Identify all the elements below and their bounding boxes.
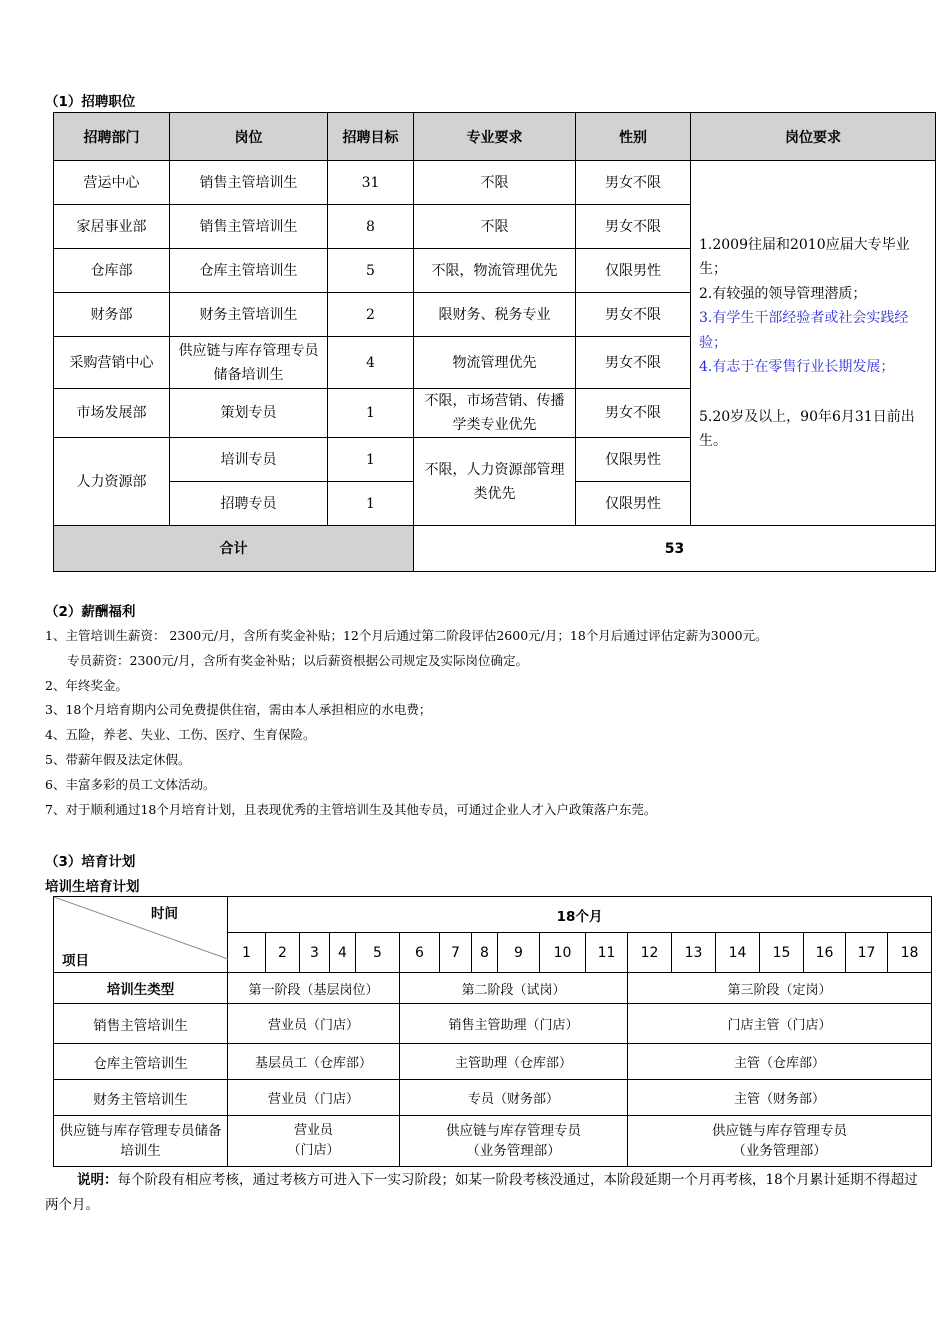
plan-stage-1-line1: 营业员 <box>293 1123 333 1138</box>
stage-3: 第三阶段（定岗） <box>628 973 932 1004</box>
cell-target: 1 <box>328 438 414 482</box>
month-cell: 3 <box>300 933 330 973</box>
cell-gender: 男女不限 <box>576 293 691 337</box>
plan-stage-3 <box>628 1116 932 1167</box>
plan-stage-2: 专员（财务部） <box>400 1080 628 1116</box>
month-cell: 13 <box>672 933 716 973</box>
cell-gender: 仅限男性 <box>576 482 691 526</box>
cell-gender: 男女不限 <box>576 337 691 389</box>
month-cell: 9 <box>498 933 540 973</box>
cell-dept: 家居事业部 <box>54 205 170 249</box>
header-requirements: 岗位要求 <box>691 113 936 161</box>
section1-title: （1）招聘职位 <box>45 94 136 110</box>
plan-row <box>54 1004 932 1044</box>
plan-stage-2-line2: （业务管理部） <box>466 1143 561 1159</box>
note-text: 每个阶段有相应考核，通过考核方可进入下一实习阶段；如某一阶段考核没通过，本阶段延期一个月再考核，18个月累计延期不得超过两个月。 <box>45 1172 918 1213</box>
cell-position: 仓库主管培训生 <box>170 249 328 293</box>
header-major: 专业要求 <box>414 113 576 161</box>
benefits-list <box>45 624 935 822</box>
cell-dept: 营运中心 <box>54 161 170 205</box>
month-cell: 16 <box>804 933 846 973</box>
plan-stage-1-line2: （门店） <box>287 1143 340 1158</box>
cell-target: 1 <box>328 389 414 438</box>
cell-gender: 男女不限 <box>576 205 691 249</box>
table-row <box>54 161 936 205</box>
cell-major: 不限，市场营销、传播学类专业优先 <box>414 389 576 438</box>
cell-dept: 人力资源部 <box>54 438 170 526</box>
cell-position: 招聘专员 <box>170 482 328 526</box>
plan-row <box>54 1044 932 1080</box>
plan-row <box>54 1080 932 1116</box>
plan-stage-3: 主管（仓库部） <box>628 1044 932 1080</box>
cell-target: 8 <box>328 205 414 249</box>
month-cell: 8 <box>472 933 498 973</box>
requirement-3: 3.有学生干部经验者或社会实践经验； <box>699 310 909 351</box>
plan-stage-3-line2: （业务管理部） <box>732 1143 827 1159</box>
cell-position: 培训专员 <box>170 438 328 482</box>
plan-type: 供应链与库存管理专员储备培训生 <box>54 1116 228 1167</box>
plan-stage-2: 主管助理（仓库部） <box>400 1044 628 1080</box>
cell-position: 供应链与库存管理专员储备培训生 <box>170 337 328 389</box>
corner-time-label: 时间 <box>151 906 178 922</box>
cell-position: 销售主管培训生 <box>170 205 328 249</box>
benefit-item: 6、丰富多彩的员工文体活动。 <box>45 776 216 792</box>
section3-subtitle: 培训生培育计划 <box>45 879 140 895</box>
cell-gender: 男女不限 <box>576 389 691 438</box>
corner-header-cell <box>54 897 228 973</box>
requirement-2: 2.有较强的领导管理潜质； <box>699 285 867 302</box>
plan-stage-1 <box>228 1116 400 1167</box>
benefit-item: 专员薪资：2300元/月，含所有奖金补贴；以后薪资根据公司规定及实际岗位确定。 <box>67 652 529 668</box>
month-cell: 14 <box>716 933 760 973</box>
benefit-item: 1、主管培训生薪资： 2300元/月，含所有奖金补贴；12个月后通过第二阶段评估2600元/月；18个月后通过评估定薪为3000元。 <box>45 628 768 643</box>
cell-major: 不限 <box>414 161 576 205</box>
cell-gender: 男女不限 <box>576 161 691 205</box>
benefit-item: 2、年终奖金。 <box>45 677 128 693</box>
requirement-spacer <box>699 380 925 405</box>
cell-target: 1 <box>328 482 414 526</box>
recruitment-table <box>53 112 936 572</box>
month-cell: 1 <box>228 933 266 973</box>
cell-major: 不限 <box>414 205 576 249</box>
stage-2: 第二阶段（试岗） <box>400 973 628 1004</box>
header-position: 岗位 <box>170 113 328 161</box>
month-cell: 7 <box>440 933 472 973</box>
benefit-item: 4、五险，养老、失业、工伤、医疗、生育保险。 <box>45 727 316 743</box>
cell-gender: 仅限男性 <box>576 438 691 482</box>
plan-type: 销售主管培训生 <box>54 1004 228 1044</box>
cell-target: 5 <box>328 249 414 293</box>
cell-gender: 仅限男性 <box>576 249 691 293</box>
plan-stage-1: 营业员（门店） <box>228 1004 400 1044</box>
cell-dept: 市场发展部 <box>54 389 170 438</box>
requirement-5: 5.20岁及以上，90年6月31日前出生。 <box>699 408 915 449</box>
plan-stage-2 <box>400 1116 628 1167</box>
cell-major: 不限，人力资源部管理类优先 <box>414 438 576 526</box>
month-cell: 18 <box>888 933 932 973</box>
cell-major: 限财务、税务专业 <box>414 293 576 337</box>
benefit-item: 5、带薪年假及法定休假。 <box>45 751 191 767</box>
header-dept: 招聘部门 <box>54 113 170 161</box>
plan-stage-2: 销售主管助理（门店） <box>400 1004 628 1044</box>
cell-dept: 财务部 <box>54 293 170 337</box>
corner-item-label: 项目 <box>62 953 89 969</box>
stage-1: 第一阶段（基层岗位） <box>228 973 400 1004</box>
total-row <box>54 526 936 572</box>
plan-stage-1: 营业员（门店） <box>228 1080 400 1116</box>
month-cell: 4 <box>330 933 356 973</box>
plan-stage-3: 主管（财务部） <box>628 1080 932 1116</box>
requirement-1: 1.2009往届和2010应届大专毕业生； <box>699 236 910 277</box>
cell-dept: 仓库部 <box>54 249 170 293</box>
requirement-4: 4.有志于在零售行业长期发展； <box>699 359 895 375</box>
plan-type: 仓库主管培训生 <box>54 1044 228 1080</box>
header-target: 招聘目标 <box>328 113 414 161</box>
cell-position: 策划专员 <box>170 389 328 438</box>
stage-row <box>54 973 932 1004</box>
plan-row <box>54 1116 932 1167</box>
table-header-row <box>54 113 936 161</box>
type-label: 培训生类型 <box>54 973 228 1004</box>
plan-type: 财务主管培训生 <box>54 1080 228 1116</box>
month-cell: 12 <box>628 933 672 973</box>
period-row <box>54 897 932 933</box>
month-cell: 6 <box>400 933 440 973</box>
requirements-cell <box>691 161 936 526</box>
plan-stage-2-line1: 供应链与库存管理专员 <box>446 1123 581 1139</box>
period-label: 18个月 <box>228 897 932 933</box>
month-cell: 5 <box>356 933 400 973</box>
cell-target: 31 <box>328 161 414 205</box>
training-plan-table <box>53 896 932 1167</box>
header-gender: 性别 <box>576 113 691 161</box>
cell-position: 销售主管培训生 <box>170 161 328 205</box>
cell-target: 2 <box>328 293 414 337</box>
total-value: 53 <box>414 526 936 572</box>
month-cell: 11 <box>586 933 628 973</box>
plan-stage-1: 基层员工（仓库部） <box>228 1044 400 1080</box>
cell-major: 物流管理优先 <box>414 337 576 389</box>
note-label: 说明： <box>77 1172 118 1188</box>
section3-title: （3）培育计划 <box>45 854 136 870</box>
plan-note <box>45 1168 923 1218</box>
section2-title: （2）薪酬福利 <box>45 604 136 620</box>
total-label: 合计 <box>54 526 414 572</box>
cell-dept: 采购营销中心 <box>54 337 170 389</box>
month-cell: 2 <box>266 933 300 973</box>
month-cell: 17 <box>846 933 888 973</box>
benefit-item: 7、对于顺利通过18个月培育计划，且表现优秀的主管培训生及其他专员，可通过企业人才入户政策落户东莞。 <box>45 801 657 817</box>
cell-position: 财务主管培训生 <box>170 293 328 337</box>
cell-target: 4 <box>328 337 414 389</box>
month-cell: 15 <box>760 933 804 973</box>
month-cell: 10 <box>540 933 586 973</box>
benefit-item: 3、18个月培育期内公司免费提供住宿，需由本人承担相应的水电费； <box>45 702 432 718</box>
plan-stage-3-line1: 供应链与库存管理专员 <box>712 1123 848 1139</box>
cell-major: 不限，物流管理优先 <box>414 249 576 293</box>
plan-stage-3: 门店主管（门店） <box>628 1004 932 1044</box>
